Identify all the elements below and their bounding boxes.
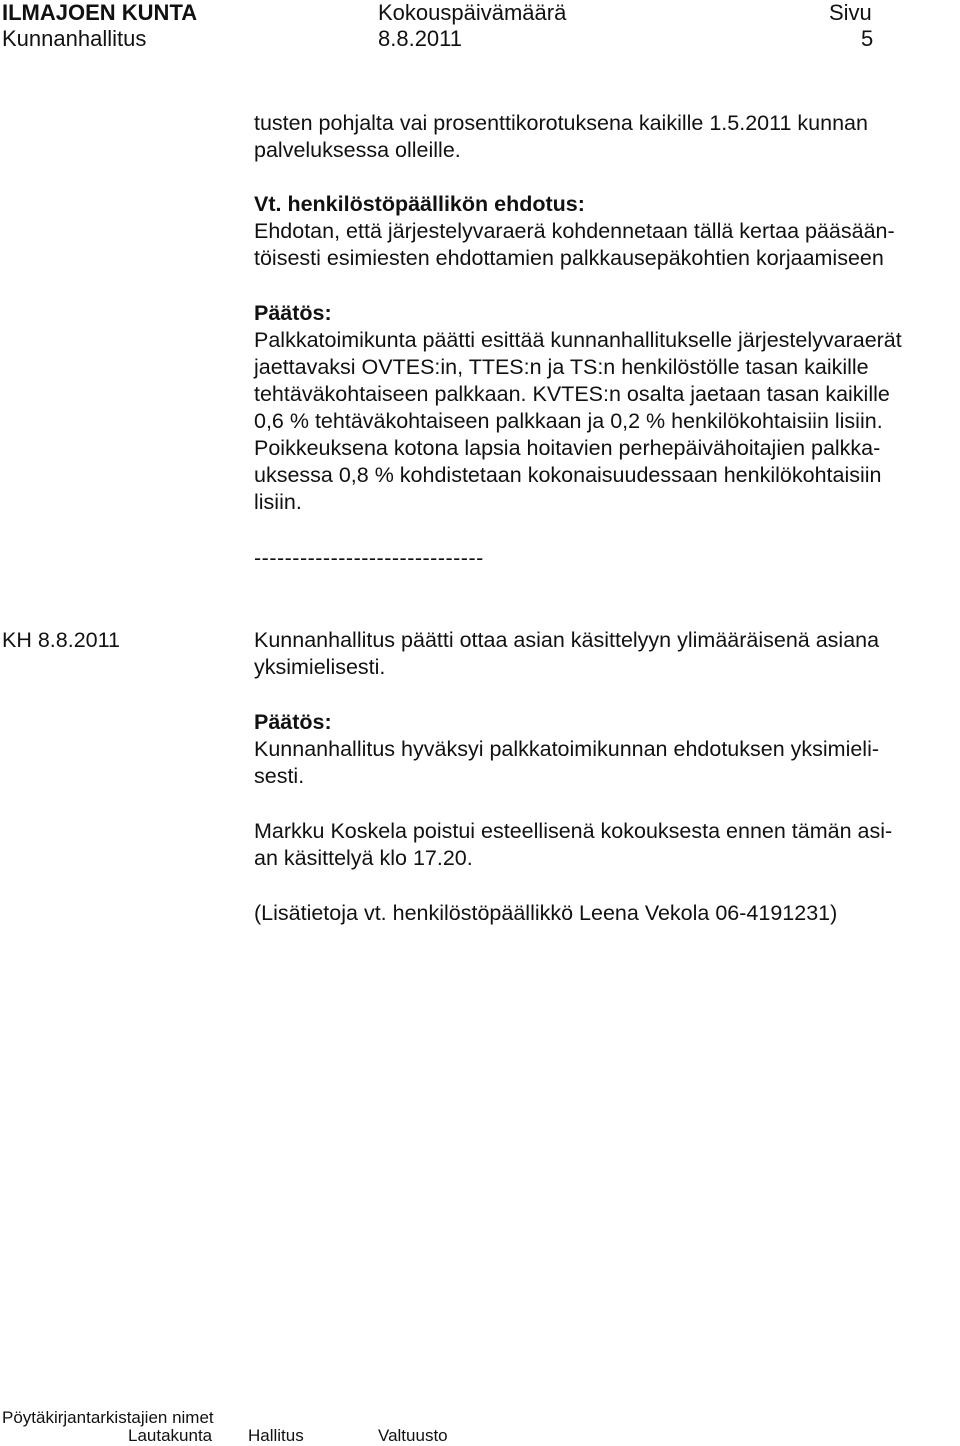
footer-hallitus: Hallitus	[248, 1426, 304, 1445]
footer-valtuusto: Valtuusto	[378, 1426, 448, 1445]
text-line: töisesti esimiesten ehdottamien palkkausepäkohtien korjaamiseen	[254, 246, 884, 270]
page-number: 5	[861, 26, 874, 51]
decision-section-2	[254, 709, 944, 790]
text-line: tusten pohjalta vai prosenttikorotuksena kaikille 1.5.2011 kunnan	[254, 111, 868, 135]
decision-heading: Päätös:	[254, 710, 332, 734]
footer-lautakunta: Lautakunta	[128, 1426, 213, 1445]
text-line: tehtäväkohtaiseen palkkaan. KVTES:n osalta jaetaan tasan kaikille	[254, 382, 890, 406]
proposal-heading: Vt. henkilöstöpäällikön ehdotus:	[254, 192, 585, 216]
organization-name: ILMAJOEN KUNTA	[2, 0, 198, 25]
text-line: Poikkeuksena kotona lapsia hoitavien perhepäivähoitajien palkka-	[254, 436, 881, 460]
text-line: an käsittelyä klo 17.20.	[254, 846, 473, 870]
proposal-section	[254, 191, 944, 272]
kh-date-label: KH 8.8.2011	[2, 628, 120, 652]
text-line: jaettavaksi OVTES:in, TTES:n ja TS:n henkilöstölle tasan kaikille	[254, 355, 869, 379]
section-continuation	[254, 110, 944, 164]
text-line: Palkkatoimikunta päätti esittää kunnanhallitukselle järjestelyvaraerät	[254, 328, 902, 352]
text-line: 0,6 % tehtäväkohtaiseen palkkaan ja 0,2 % henkilökohtaisiin lisiin.	[254, 409, 883, 433]
note-section	[254, 818, 944, 872]
text-line: Markku Koskela poistui esteellisenä kokouksesta ennen tämän asi-	[254, 819, 893, 843]
text-line: Kunnanhallitus päätti ottaa asian käsittelyyn ylimääräisenä asiana	[254, 628, 880, 652]
body-name: Kunnanhallitus	[2, 26, 147, 51]
kh-section	[254, 627, 944, 681]
text-line: Kunnanhallitus hyväksyi palkkatoimikunnan ehdotuksen yksimieli-	[254, 737, 880, 761]
text-line: yksimielisesti.	[254, 655, 386, 679]
text-line: uksessa 0,8 % kohdistetaan kokonaisuudessaan henkilökohtaisiin	[254, 463, 882, 487]
meeting-date: 8.8.2011	[378, 26, 463, 51]
contact-info: (Lisätietoja vt. henkilöstöpäällikkö Leena Vekola 06-4191231)	[254, 901, 838, 925]
footer-title: Pöytäkirjantarkistajien nimet	[2, 1408, 214, 1427]
text-line: palveluksessa olleille.	[254, 138, 461, 162]
separator-line: ------------------------------	[254, 546, 484, 570]
page-label: Sivu	[829, 0, 872, 25]
text-line: sesti.	[254, 764, 305, 788]
date-label: Kokouspäivämäärä	[378, 0, 567, 25]
text-line: Ehdotan, että järjestelyvaraerä kohdennetaan tällä kertaa pääsään-	[254, 219, 895, 243]
text-line: lisiin.	[254, 490, 302, 514]
decision-heading: Päätös:	[254, 301, 332, 325]
decision-section	[254, 300, 944, 516]
